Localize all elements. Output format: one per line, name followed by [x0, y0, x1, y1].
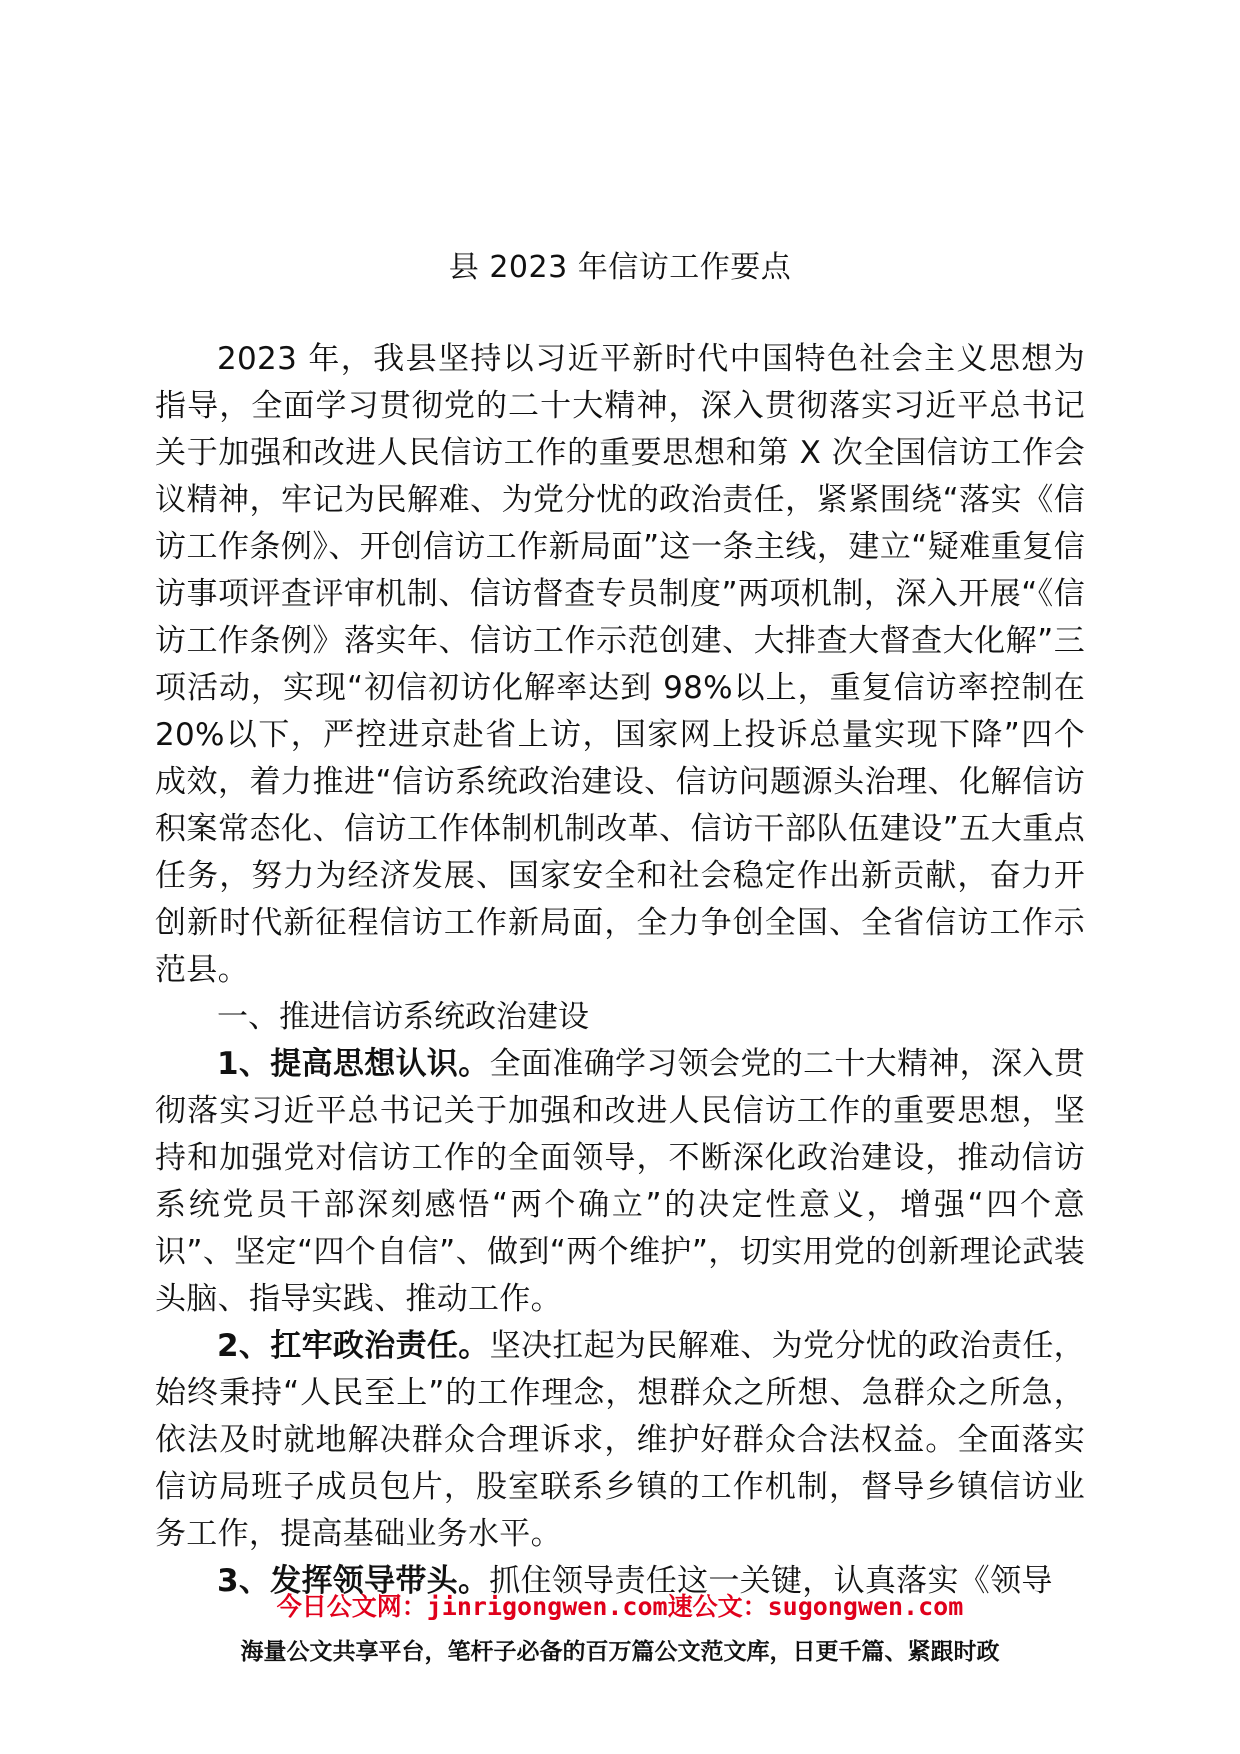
- section-heading-1: 一、推进信访系统政治建设: [217, 999, 589, 1035]
- footer-sites: [0, 1590, 1240, 1624]
- site2-label: 速公文：: [667, 1592, 768, 1621]
- item-lead: 2、扛牢政治责任。: [217, 1328, 490, 1364]
- site2-link[interactable]: sugongwen.com: [767, 1592, 964, 1621]
- list-item: [155, 1323, 1085, 1558]
- site1-label: 今日公文网：: [276, 1592, 427, 1621]
- document-body: [155, 336, 1085, 1605]
- document-title: 县 2023 年信访工作要点: [448, 250, 792, 285]
- footer-slogan: 海量公文共享平台，笔杆子必备的百万篇公文范文库，日更千篇、紧跟时政: [240, 1639, 1000, 1665]
- item-lead: 1、提高思想认识。: [217, 1046, 490, 1082]
- intro-paragraph: 2023 年，我县坚持以习近平新时代中国特色社会主义思想为指导，全面学习贯彻党的二十大精神，深入贯彻落实习近平总书记关于加强和改进人民信访工作的重要思想和第 X 次全国信访工作会议精神，牢记为民解难、为党分忧的政治责任，紧紧围绕“落实《信访工作条例》、开创信访工作新局面”这一条主线，建立“疑难重复信访事项评查评审机制、信访督查专员制度”两项机制，深入开展“《信访工作条例》落实年、信访工作示范创建、大排查大督查大化解”三项活动，实现“初信初访化解率达到 98%以上，重复信访率控制在 20%以下，严控进京赴省上访，国家网上投诉总量实现下降”四个成效，着力推进“信访系统政治建设、信访问题源头治理、化解信访积案常态化、信访工作体制机制改革、信访干部队伍建设”五大重点任务，努力为经济发展、国家安全和社会稳定作出新贡献，奋力开创新时代新征程信访工作新局面，全力争创全国、全省信访工作示范县。: [155, 341, 1085, 988]
- list-item: [155, 1041, 1085, 1323]
- site1-link[interactable]: jinrigongwen.com: [426, 1592, 668, 1621]
- item-text: 抓住领导责任这一关键，认真落实《领导: [489, 1563, 1053, 1599]
- item-lead: 3、发挥领导带头。: [217, 1563, 490, 1599]
- item-text: 坚决扛起为民解难、为党分忧的政治责任，始终秉持“人民至上”的工作理念，想群众之所想、急群众之所急，依法及时就地解决群众合理诉求，维护好群众合法权益。全面落实信访局班子成员包片，股室联系乡镇的工作机制，督导乡镇信访业务工作，提高基础业务水平。: [155, 1328, 1085, 1552]
- item-text: 全面准确学习领会党的二十大精神，深入贯彻落实习近平总书记关于加强和改进人民信访工作的重要思想，坚持和加强党对信访工作的全面领导，不断深化政治建设，推动信访系统党员干部深刻感悟“两个确立”的决定性意义，增强“四个意识”、坚定“四个自信”、做到“两个维护”，切实用党的创新理论武装头脑、指导实践、推动工作。: [155, 1046, 1085, 1317]
